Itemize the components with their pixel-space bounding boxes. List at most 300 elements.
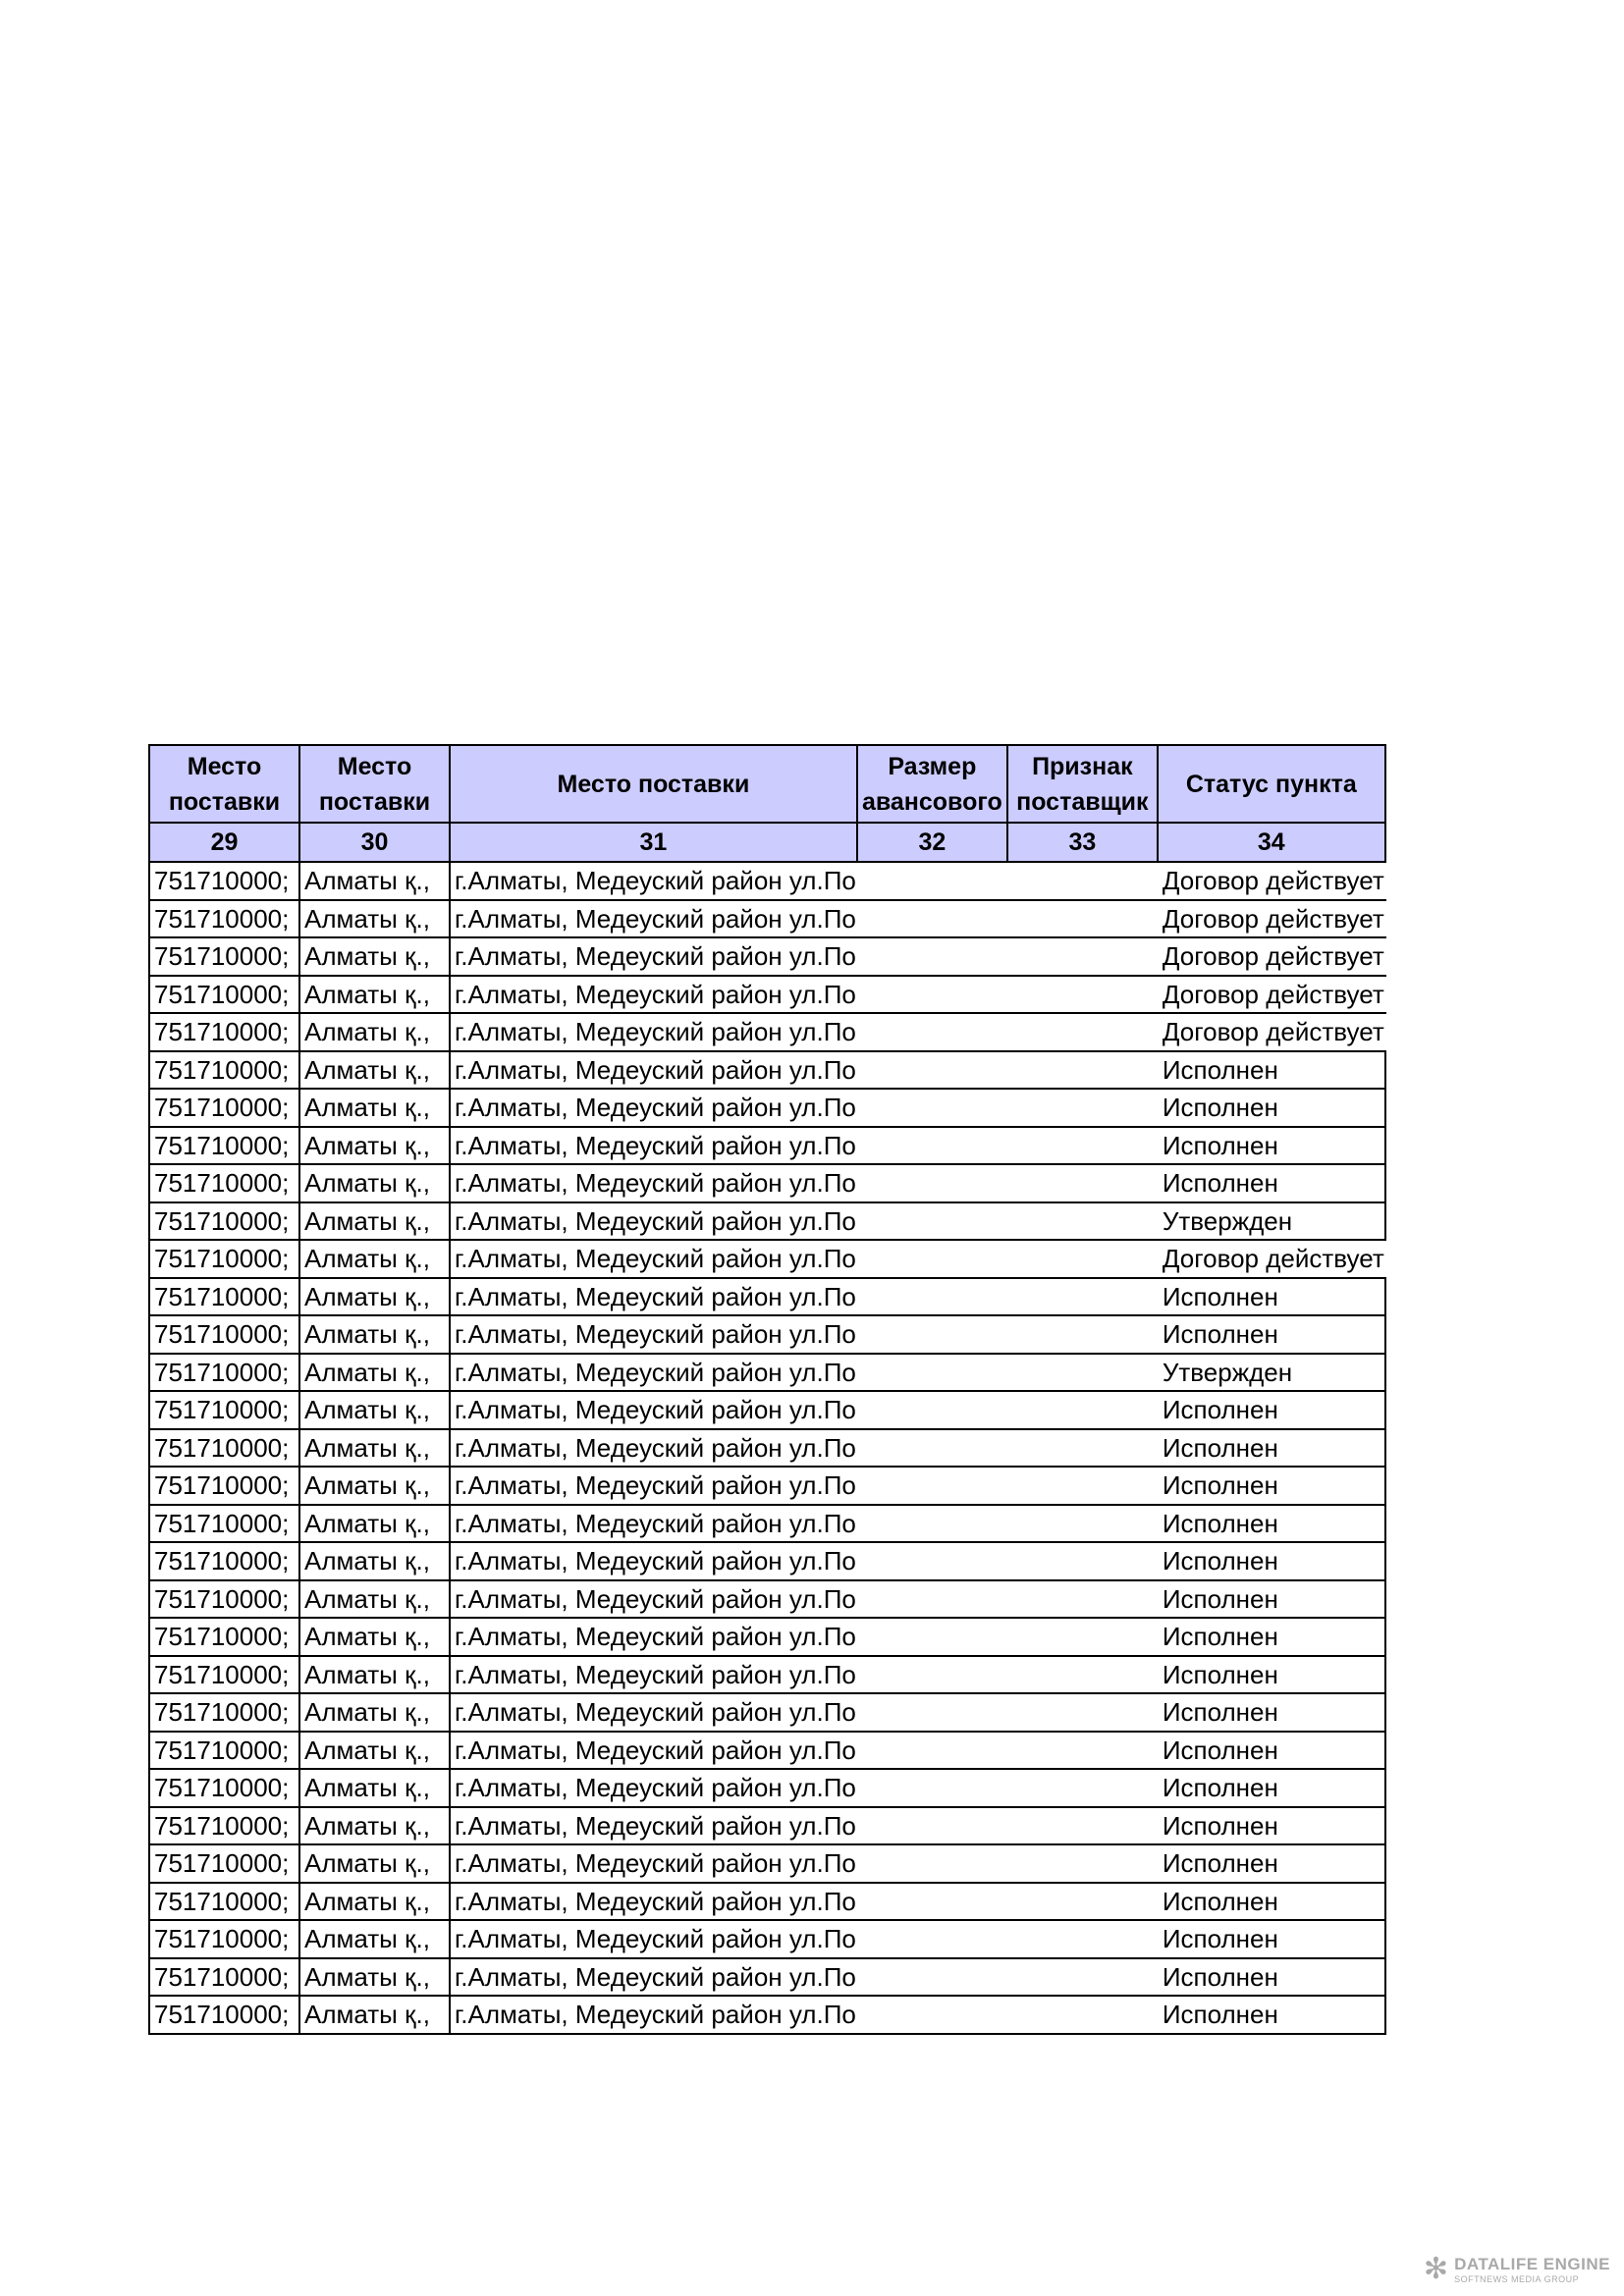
supplier-sign-cell [1007, 1315, 1158, 1354]
address-cell [450, 1089, 857, 1127]
kato-cell-text: 751710000; [154, 1886, 290, 1916]
supplier-sign-cell [1007, 1013, 1158, 1051]
status-cell-text: Исполнен [1162, 1697, 1278, 1727]
column-number-row [149, 823, 1385, 862]
status-cell [1158, 1656, 1385, 1694]
column-number: 34 [1158, 823, 1385, 862]
place-cell [299, 1769, 450, 1807]
address-cell-text: г.Алматы, Медеуский район ул.По [455, 1659, 856, 1689]
address-cell-text: г.Алматы, Медеуский район ул.По [455, 1432, 856, 1463]
kato-cell [149, 900, 299, 938]
status-cell [1158, 1844, 1385, 1883]
kato-cell [149, 1844, 299, 1883]
kato-cell [149, 1618, 299, 1656]
kato-cell-text: 751710000; [154, 1622, 290, 1651]
address-cell-text: г.Алматы, Медеуский район ул.По [455, 1773, 856, 1802]
header-row [149, 745, 1385, 823]
place-cell [299, 1051, 450, 1090]
place-cell-text: Алматы қ., [304, 903, 430, 934]
supplier-sign-cell [1007, 1920, 1158, 1958]
status-cell-text: Утвержден [1162, 1357, 1293, 1387]
supplier-sign-cell [1007, 1051, 1158, 1090]
supplier-sign-cell [1007, 1844, 1158, 1883]
place-cell [299, 1354, 450, 1392]
address-cell-text: г.Алматы, Медеуский район ул.По [455, 1546, 856, 1575]
address-cell-text: г.Алматы, Медеуский район ул.По [455, 941, 856, 971]
status-cell [1158, 1542, 1385, 1580]
place-cell [299, 1656, 450, 1694]
address-cell [450, 1769, 857, 1807]
place-cell [299, 1127, 450, 1165]
kato-cell [149, 1920, 299, 1958]
status-cell-text: Исполнен [1162, 1508, 1278, 1538]
status-cell [1158, 1732, 1385, 1770]
status-cell-text: Договор действует [1162, 1244, 1384, 1273]
advance-cell [857, 1732, 1007, 1770]
address-cell [450, 1883, 857, 1921]
status-cell-text: Исполнен [1162, 1470, 1278, 1500]
table-row [149, 1996, 1385, 2034]
place-cell-text: Алматы қ., [304, 1054, 430, 1085]
column-number: 33 [1007, 823, 1158, 862]
table-row [149, 1693, 1385, 1732]
address-cell-text: г.Алматы, Медеуский район ул.По [455, 979, 856, 1009]
table-row [149, 1089, 1385, 1127]
address-cell [450, 1127, 857, 1165]
table-row [149, 1618, 1385, 1656]
place-cell-text: Алматы қ., [304, 1961, 430, 1992]
table-row [149, 1391, 1385, 1429]
address-cell-text: г.Алматы, Медеуский район ул.По [455, 1281, 856, 1311]
status-cell [1158, 1013, 1385, 1051]
supplier-sign-cell [1007, 1769, 1158, 1807]
watermark [1424, 2255, 1610, 2284]
supplier-sign-cell [1007, 1164, 1158, 1202]
status-cell [1158, 1089, 1385, 1127]
kato-cell [149, 1278, 299, 1316]
status-cell [1158, 1429, 1385, 1468]
kato-cell [149, 1656, 299, 1694]
address-cell-text: г.Алматы, Медеуский район ул.По [455, 1924, 856, 1953]
status-cell [1158, 1164, 1385, 1202]
status-cell-text: Утвержден [1162, 1205, 1293, 1236]
place-cell [299, 1505, 450, 1543]
table-row [149, 862, 1385, 900]
advance-cell [857, 1807, 1007, 1845]
address-cell-text: г.Алматы, Медеуский район ул.По [455, 1961, 856, 1992]
supplier-sign-cell [1007, 1391, 1158, 1429]
place-cell [299, 1202, 450, 1241]
table-row [149, 1580, 1385, 1619]
place-cell-text: Алматы қ., [304, 1622, 430, 1651]
address-cell [450, 1315, 857, 1354]
status-cell-text: Исполнен [1162, 1054, 1278, 1085]
place-cell-text: Алматы қ., [304, 1886, 430, 1916]
place-cell-text: Алматы қ., [304, 1281, 430, 1311]
status-cell [1158, 1693, 1385, 1732]
table-row [149, 1732, 1385, 1770]
table-row [149, 1315, 1385, 1354]
address-cell [450, 1580, 857, 1619]
status-cell-text: Исполнен [1162, 1773, 1278, 1802]
kato-cell [149, 1127, 299, 1165]
column-number: 32 [857, 823, 1007, 862]
place-cell-text: Алматы қ., [304, 1470, 430, 1500]
address-cell [450, 1920, 857, 1958]
kato-cell-text: 751710000; [154, 1735, 290, 1765]
advance-cell [857, 1580, 1007, 1619]
address-cell-text: г.Алматы, Медеуский район ул.По [455, 1130, 856, 1160]
place-cell [299, 1580, 450, 1619]
place-cell-text: Алматы қ., [304, 1168, 430, 1198]
kato-cell-text: 751710000; [154, 1395, 290, 1424]
address-cell-text: г.Алматы, Медеуский район ул.По [455, 1622, 856, 1651]
header-cell: Признак поставщик [1007, 745, 1158, 823]
address-cell [450, 1618, 857, 1656]
address-cell [450, 1996, 857, 2034]
status-cell [1158, 937, 1385, 976]
address-cell [450, 976, 857, 1014]
status-cell [1158, 1958, 1385, 1997]
kato-cell [149, 1467, 299, 1505]
address-cell [450, 1732, 857, 1770]
column-number: 29 [149, 823, 299, 862]
address-cell [450, 1656, 857, 1694]
address-cell [450, 1240, 857, 1278]
status-cell-text: Исполнен [1162, 1961, 1278, 1992]
address-cell [450, 1164, 857, 1202]
advance-cell [857, 1996, 1007, 2034]
delivery-table [148, 744, 1386, 2035]
status-cell [1158, 1505, 1385, 1543]
address-cell-text: г.Алматы, Медеуский район ул.По [455, 1470, 856, 1500]
kato-cell-text: 751710000; [154, 1054, 290, 1085]
place-cell [299, 1013, 450, 1051]
table-row [149, 1013, 1385, 1051]
header-cell: Место поставки [149, 745, 299, 823]
supplier-sign-cell [1007, 1542, 1158, 1580]
kato-cell [149, 1542, 299, 1580]
header-cell: Размер авансового [857, 745, 1007, 823]
advance-cell [857, 1429, 1007, 1468]
status-cell-text: Договор действует [1162, 903, 1384, 934]
status-cell-text: Исполнен [1162, 1546, 1278, 1575]
place-cell-text: Алматы қ., [304, 2000, 430, 2029]
kato-cell-text: 751710000; [154, 2000, 290, 2029]
table-row [149, 1278, 1385, 1316]
kato-cell-text: 751710000; [154, 979, 290, 1009]
address-cell-text: г.Алматы, Медеуский район ул.По [455, 1168, 856, 1198]
table-row [149, 1807, 1385, 1845]
status-cell-text: Исполнен [1162, 1924, 1278, 1953]
table-row [149, 976, 1385, 1014]
kato-cell-text: 751710000; [154, 1017, 290, 1046]
advance-cell [857, 1202, 1007, 1241]
status-cell [1158, 1769, 1385, 1807]
address-cell [450, 937, 857, 976]
supplier-sign-cell [1007, 1354, 1158, 1392]
supplier-sign-cell [1007, 1467, 1158, 1505]
status-cell [1158, 1315, 1385, 1354]
kato-cell-text: 751710000; [154, 1848, 290, 1878]
address-cell [450, 1013, 857, 1051]
kato-cell [149, 1505, 299, 1543]
status-cell-text: Исполнен [1162, 1130, 1278, 1160]
kato-cell [149, 1883, 299, 1921]
address-cell [450, 1505, 857, 1543]
status-cell-text: Исполнен [1162, 1659, 1278, 1689]
place-cell-text: Алматы қ., [304, 1395, 430, 1424]
kato-cell [149, 1354, 299, 1392]
table-row [149, 1164, 1385, 1202]
place-cell-text: Алматы қ., [304, 1773, 430, 1802]
status-cell-text: Договор действует [1162, 941, 1384, 971]
status-cell-text: Исполнен [1162, 1093, 1278, 1122]
advance-cell [857, 1013, 1007, 1051]
status-cell [1158, 1240, 1385, 1278]
address-cell [450, 900, 857, 938]
advance-cell [857, 1051, 1007, 1090]
kato-cell-text: 751710000; [154, 1244, 290, 1273]
advance-cell [857, 1958, 1007, 1997]
advance-cell [857, 1089, 1007, 1127]
supplier-sign-cell [1007, 1732, 1158, 1770]
supplier-sign-cell [1007, 1127, 1158, 1165]
address-cell-text: г.Алматы, Медеуский район ул.По [455, 1357, 856, 1387]
advance-cell [857, 1240, 1007, 1278]
status-cell-text: Исполнен [1162, 1168, 1278, 1198]
table-row [149, 1883, 1385, 1921]
place-cell [299, 1240, 450, 1278]
address-cell-text: г.Алматы, Медеуский район ул.По [455, 1735, 856, 1765]
table-row [149, 1769, 1385, 1807]
kato-cell-text: 751710000; [154, 1432, 290, 1463]
address-cell-text: г.Алматы, Медеуский район ул.По [455, 1244, 856, 1273]
kato-cell [149, 1202, 299, 1241]
advance-cell [857, 1693, 1007, 1732]
kato-cell [149, 1164, 299, 1202]
place-cell [299, 1164, 450, 1202]
status-cell-text: Договор действует [1162, 979, 1384, 1009]
address-cell-text: г.Алматы, Медеуский район ул.По [455, 903, 856, 934]
kato-cell [149, 1996, 299, 2034]
status-cell-text: Исполнен [1162, 1810, 1278, 1841]
advance-cell [857, 1315, 1007, 1354]
status-cell [1158, 1883, 1385, 1921]
advance-cell [857, 1883, 1007, 1921]
status-cell-text: Исполнен [1162, 1395, 1278, 1424]
address-cell-text: г.Алматы, Медеуский район ул.По [455, 1319, 856, 1349]
address-cell [450, 862, 857, 900]
status-cell-text: Исполнен [1162, 1622, 1278, 1651]
kato-cell-text: 751710000; [154, 1093, 290, 1122]
kato-cell [149, 1693, 299, 1732]
kato-cell-text: 751710000; [154, 1205, 290, 1236]
place-cell-text: Алматы қ., [304, 1697, 430, 1727]
status-cell-text: Исполнен [1162, 1583, 1278, 1614]
advance-cell [857, 937, 1007, 976]
place-cell [299, 1693, 450, 1732]
address-cell [450, 1354, 857, 1392]
place-cell-text: Алматы қ., [304, 1659, 430, 1689]
table-row [149, 1240, 1385, 1278]
place-cell [299, 1278, 450, 1316]
address-cell [450, 1958, 857, 1997]
address-cell-text: г.Алматы, Медеуский район ул.По [455, 1886, 856, 1916]
place-cell-text: Алматы қ., [304, 1130, 430, 1160]
place-cell-text: Алматы қ., [304, 1924, 430, 1953]
datalife-logo-icon: ✻ [1423, 2253, 1449, 2285]
table-body [149, 862, 1385, 2034]
address-cell-text: г.Алматы, Медеуский район ул.По [455, 1017, 856, 1046]
place-cell [299, 1391, 450, 1429]
kato-cell [149, 1807, 299, 1845]
advance-cell [857, 1656, 1007, 1694]
kato-cell-text: 751710000; [154, 1961, 290, 1992]
place-cell-text: Алматы қ., [304, 979, 430, 1009]
place-cell [299, 862, 450, 900]
kato-cell [149, 937, 299, 976]
place-cell-text: Алматы қ., [304, 1017, 430, 1046]
address-cell-text: г.Алматы, Медеуский район ул.По [455, 1395, 856, 1424]
supplier-sign-cell [1007, 862, 1158, 900]
place-cell [299, 976, 450, 1014]
advance-cell [857, 1354, 1007, 1392]
place-cell [299, 937, 450, 976]
column-number: 30 [299, 823, 450, 862]
kato-cell-text: 751710000; [154, 903, 290, 934]
kato-cell-text: 751710000; [154, 866, 290, 895]
status-cell-text: Исполнен [1162, 2000, 1278, 2029]
place-cell-text: Алматы қ., [304, 1508, 430, 1538]
address-cell-text: г.Алматы, Медеуский район ул.По [455, 1697, 856, 1727]
kato-cell-text: 751710000; [154, 1773, 290, 1802]
address-cell [450, 1429, 857, 1468]
place-cell-text: Алматы қ., [304, 1205, 430, 1236]
kato-cell-text: 751710000; [154, 1659, 290, 1689]
supplier-sign-cell [1007, 1883, 1158, 1921]
address-cell [450, 1202, 857, 1241]
supplier-sign-cell [1007, 1958, 1158, 1997]
supplier-sign-cell [1007, 1693, 1158, 1732]
kato-cell-text: 751710000; [154, 1924, 290, 1953]
kato-cell-text: 751710000; [154, 941, 290, 971]
kato-cell-text: 751710000; [154, 1546, 290, 1575]
address-cell [450, 1391, 857, 1429]
supplier-sign-cell [1007, 1202, 1158, 1241]
kato-cell-text: 751710000; [154, 1357, 290, 1387]
address-cell-text: г.Алматы, Медеуский район ул.По [455, 1205, 856, 1236]
kato-cell [149, 1769, 299, 1807]
advance-cell [857, 1391, 1007, 1429]
place-cell [299, 1958, 450, 1997]
address-cell [450, 1542, 857, 1580]
advance-cell [857, 1844, 1007, 1883]
place-cell-text: Алматы қ., [304, 1244, 430, 1273]
advance-cell [857, 1127, 1007, 1165]
advance-cell [857, 1618, 1007, 1656]
table-row [149, 1202, 1385, 1241]
place-cell-text: Алматы қ., [304, 941, 430, 971]
place-cell-text: Алматы қ., [304, 1810, 430, 1841]
advance-cell [857, 976, 1007, 1014]
advance-cell [857, 1467, 1007, 1505]
supplier-sign-cell [1007, 1089, 1158, 1127]
status-cell-text: Исполнен [1162, 1848, 1278, 1878]
supplier-sign-cell [1007, 1429, 1158, 1468]
address-cell-text: г.Алматы, Медеуский район ул.По [455, 2000, 856, 2029]
supplier-sign-cell [1007, 1240, 1158, 1278]
status-cell [1158, 1807, 1385, 1845]
advance-cell [857, 1164, 1007, 1202]
advance-cell [857, 1542, 1007, 1580]
status-cell-text: Договор действует [1162, 1017, 1384, 1046]
kato-cell-text: 751710000; [154, 1583, 290, 1614]
watermark-text [1454, 2255, 1610, 2284]
status-cell [1158, 1618, 1385, 1656]
kato-cell-text: 751710000; [154, 1697, 290, 1727]
kato-cell [149, 1089, 299, 1127]
status-cell [1158, 1051, 1385, 1090]
table-row [149, 937, 1385, 976]
supplier-sign-cell [1007, 1656, 1158, 1694]
table-row [149, 1958, 1385, 1997]
advance-cell [857, 1278, 1007, 1316]
kato-cell-text: 751710000; [154, 1130, 290, 1160]
kato-cell [149, 1051, 299, 1090]
supplier-sign-cell [1007, 937, 1158, 976]
advance-cell [857, 862, 1007, 900]
place-cell [299, 1732, 450, 1770]
status-cell-text: Исполнен [1162, 1281, 1278, 1311]
address-cell [450, 1467, 857, 1505]
place-cell-text: Алматы қ., [304, 1735, 430, 1765]
kato-cell [149, 1732, 299, 1770]
status-cell-text: Исполнен [1162, 1319, 1278, 1349]
status-cell [1158, 1467, 1385, 1505]
place-cell-text: Алматы қ., [304, 1432, 430, 1463]
kato-cell-text: 751710000; [154, 1508, 290, 1538]
kato-cell [149, 1240, 299, 1278]
advance-cell [857, 1920, 1007, 1958]
status-cell-text: Исполнен [1162, 1886, 1278, 1916]
status-cell [1158, 1580, 1385, 1619]
address-cell-text: г.Алматы, Медеуский район ул.По [455, 1508, 856, 1538]
watermark-title: DATALIFE ENGINE [1454, 2255, 1610, 2273]
table-row [149, 1542, 1385, 1580]
address-cell-text: г.Алматы, Медеуский район ул.По [455, 1810, 856, 1841]
supplier-sign-cell [1007, 1505, 1158, 1543]
address-cell-text: г.Алматы, Медеуский район ул.По [455, 1054, 856, 1085]
status-cell [1158, 1996, 1385, 2034]
status-cell [1158, 1127, 1385, 1165]
supplier-sign-cell [1007, 1996, 1158, 2034]
place-cell [299, 1996, 450, 2034]
kato-cell [149, 1958, 299, 1997]
table-row [149, 1127, 1385, 1165]
place-cell [299, 1429, 450, 1468]
address-cell-text: г.Алматы, Медеуский район ул.По [455, 1093, 856, 1122]
header-cell: Статус пункта [1158, 745, 1385, 823]
kato-cell [149, 1391, 299, 1429]
table-row [149, 1656, 1385, 1694]
kato-cell [149, 862, 299, 900]
address-cell-text: г.Алматы, Медеуский район ул.По [455, 1583, 856, 1614]
kato-cell-text: 751710000; [154, 1319, 290, 1349]
supplier-sign-cell [1007, 1278, 1158, 1316]
address-cell [450, 1051, 857, 1090]
table-row [149, 1920, 1385, 1958]
